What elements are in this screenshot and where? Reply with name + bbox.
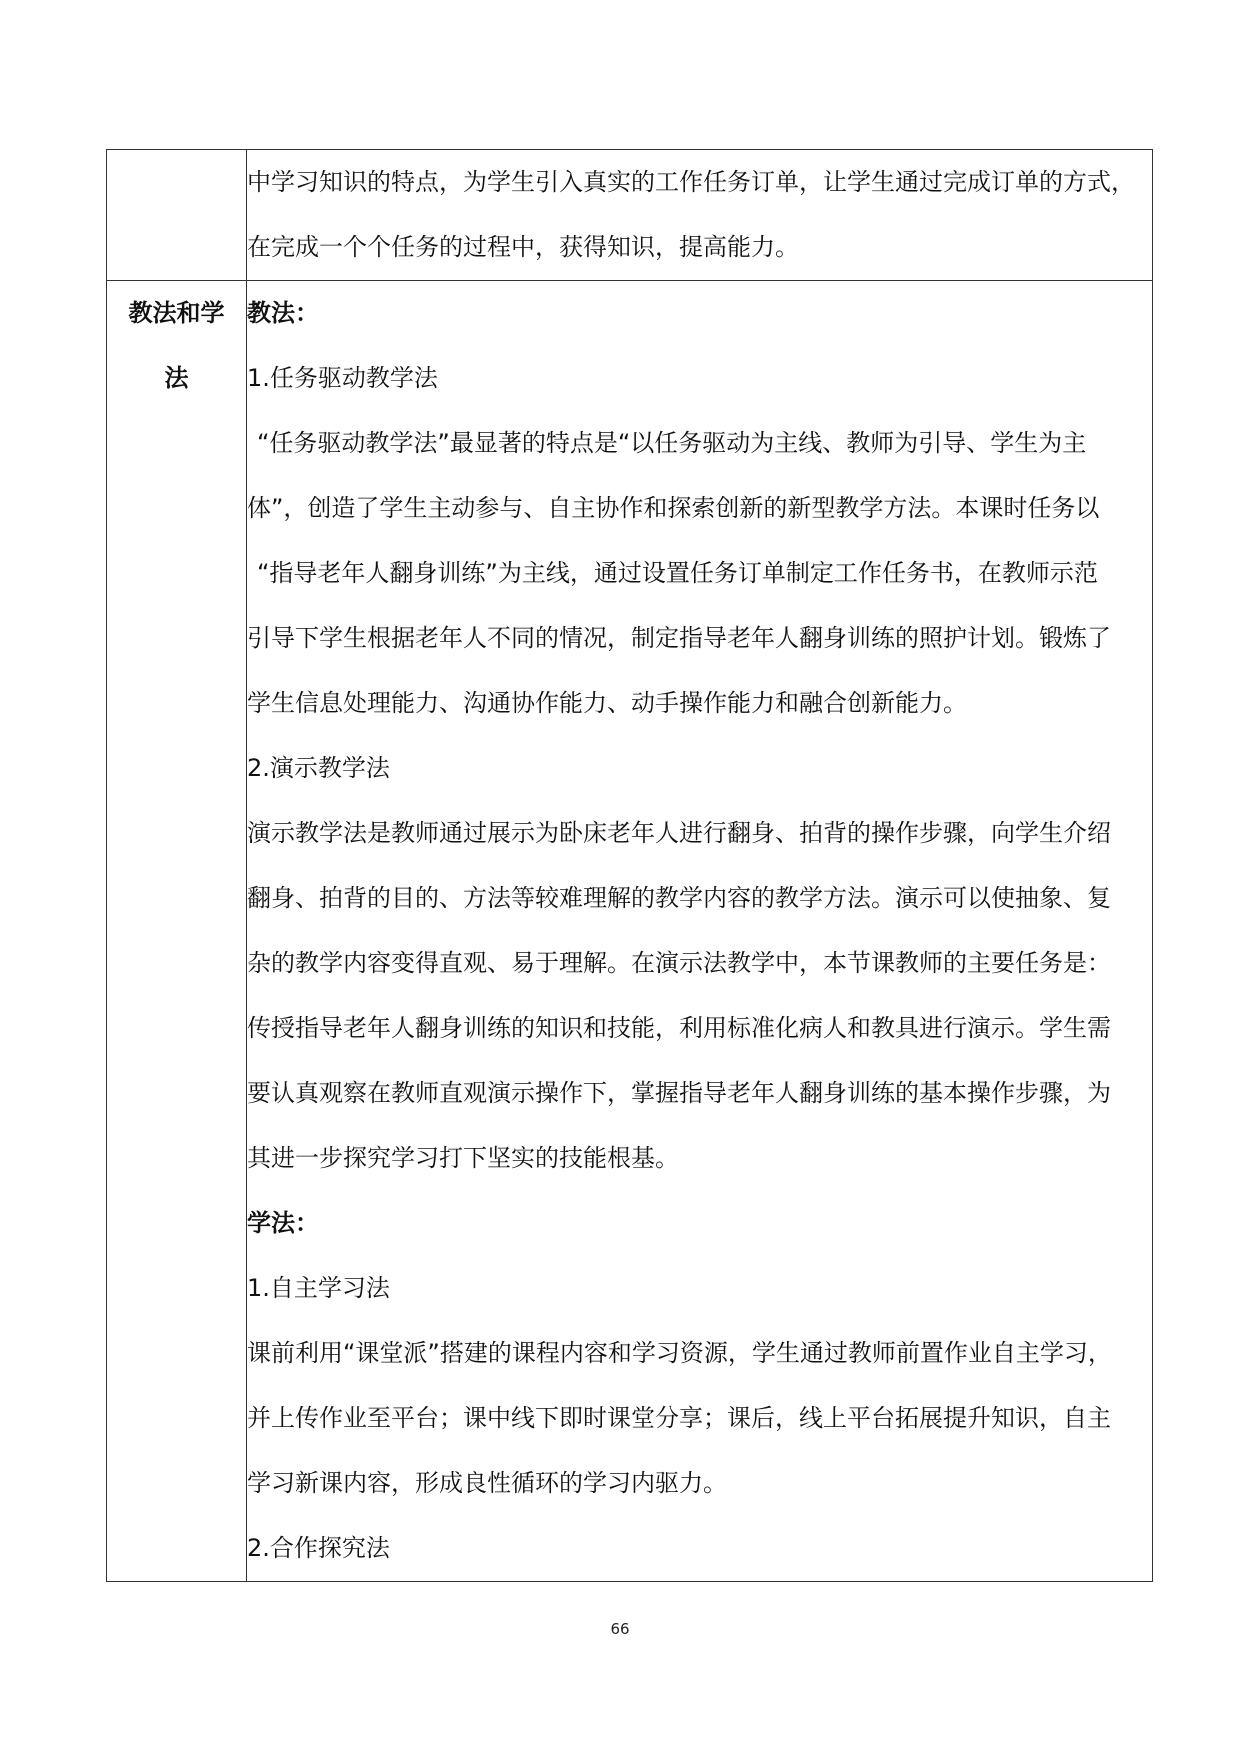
learning-method-heading: 学法： bbox=[247, 1209, 319, 1237]
paragraph-line: 体”，创造了学生主动参与、自主协作和探索创新的新型教学方法。本课时任务以 bbox=[247, 494, 1100, 522]
method-title: 1.任务驱动教学法 bbox=[247, 364, 438, 392]
paragraph-line: 引导下学生根据老年人不同的情况，制定指导老年人翻身训练的照护计划。锻炼了 bbox=[247, 624, 1111, 652]
row-content-cell bbox=[247, 281, 1153, 1582]
row-label-line: 教法和学 bbox=[128, 299, 225, 327]
paragraph-line: 学习新课内容，形成良性循环的学习内驱力。 bbox=[247, 1469, 727, 1497]
paragraph-line: 其进一步探究学习打下坚实的技能根基。 bbox=[247, 1144, 679, 1172]
paragraph-line: 并上传作业至平台；课中线下即时课堂分享；课后，线上平台拓展提升知识，自主 bbox=[247, 1404, 1111, 1432]
method-title: 2.演示教学法 bbox=[247, 754, 390, 782]
page-number: 66 bbox=[610, 1620, 630, 1638]
paragraph-line: 在完成一个个任务的过程中，获得知识，提高能力。 bbox=[247, 233, 799, 261]
paragraph-line: “任务驱动教学法”最显著的特点是“以任务驱动为主线、教师为引导、学生为主 bbox=[257, 429, 1087, 457]
paragraph-line: 学生信息处理能力、沟通协作能力、动手操作能力和融合创新能力。 bbox=[247, 689, 967, 717]
paragraph-line: 传授指导老年人翻身训练的知识和技能，利用标准化病人和教具进行演示。学生需 bbox=[247, 1014, 1111, 1042]
table-row bbox=[107, 150, 1153, 281]
row-label-cell bbox=[107, 281, 247, 1582]
method-title: 1.自主学习法 bbox=[247, 1274, 390, 1302]
teaching-method-heading: 教法： bbox=[247, 299, 319, 327]
row-label-cell bbox=[107, 150, 247, 281]
paragraph-line: 演示教学法是教师通过展示为卧床老年人进行翻身、拍背的操作步骤，向学生介绍 bbox=[247, 819, 1111, 847]
method-title: 2.合作探究法 bbox=[247, 1534, 390, 1562]
paragraph-line: 中学习知识的特点，为学生引入真实的工作任务订单，让学生通过完成订单的方式， bbox=[247, 168, 1135, 196]
paragraph-line: “指导老年人翻身训练”为主线，通过设置任务订单制定工作任务书，在教师示范 bbox=[257, 559, 1098, 587]
table-row bbox=[107, 281, 1153, 1582]
content-table bbox=[106, 149, 1153, 1582]
paragraph-line: 要认真观察在教师直观演示操作下，掌握指导老年人翻身训练的基本操作步骤，为 bbox=[247, 1079, 1111, 1107]
row-content-cell bbox=[247, 150, 1153, 281]
paragraph-line: 课前利用“课堂派”搭建的课程内容和学习资源，学生通过教师前置作业自主学习， bbox=[247, 1339, 1112, 1367]
paragraph-line: 翻身、拍背的目的、方法等较难理解的教学内容的教学方法。演示可以使抽象、复 bbox=[247, 884, 1111, 912]
row-label-line: 法 bbox=[164, 364, 189, 392]
paragraph-line: 杂的教学内容变得直观、易于理解。在演示法教学中，本节课教师的主要任务是： bbox=[247, 949, 1111, 977]
